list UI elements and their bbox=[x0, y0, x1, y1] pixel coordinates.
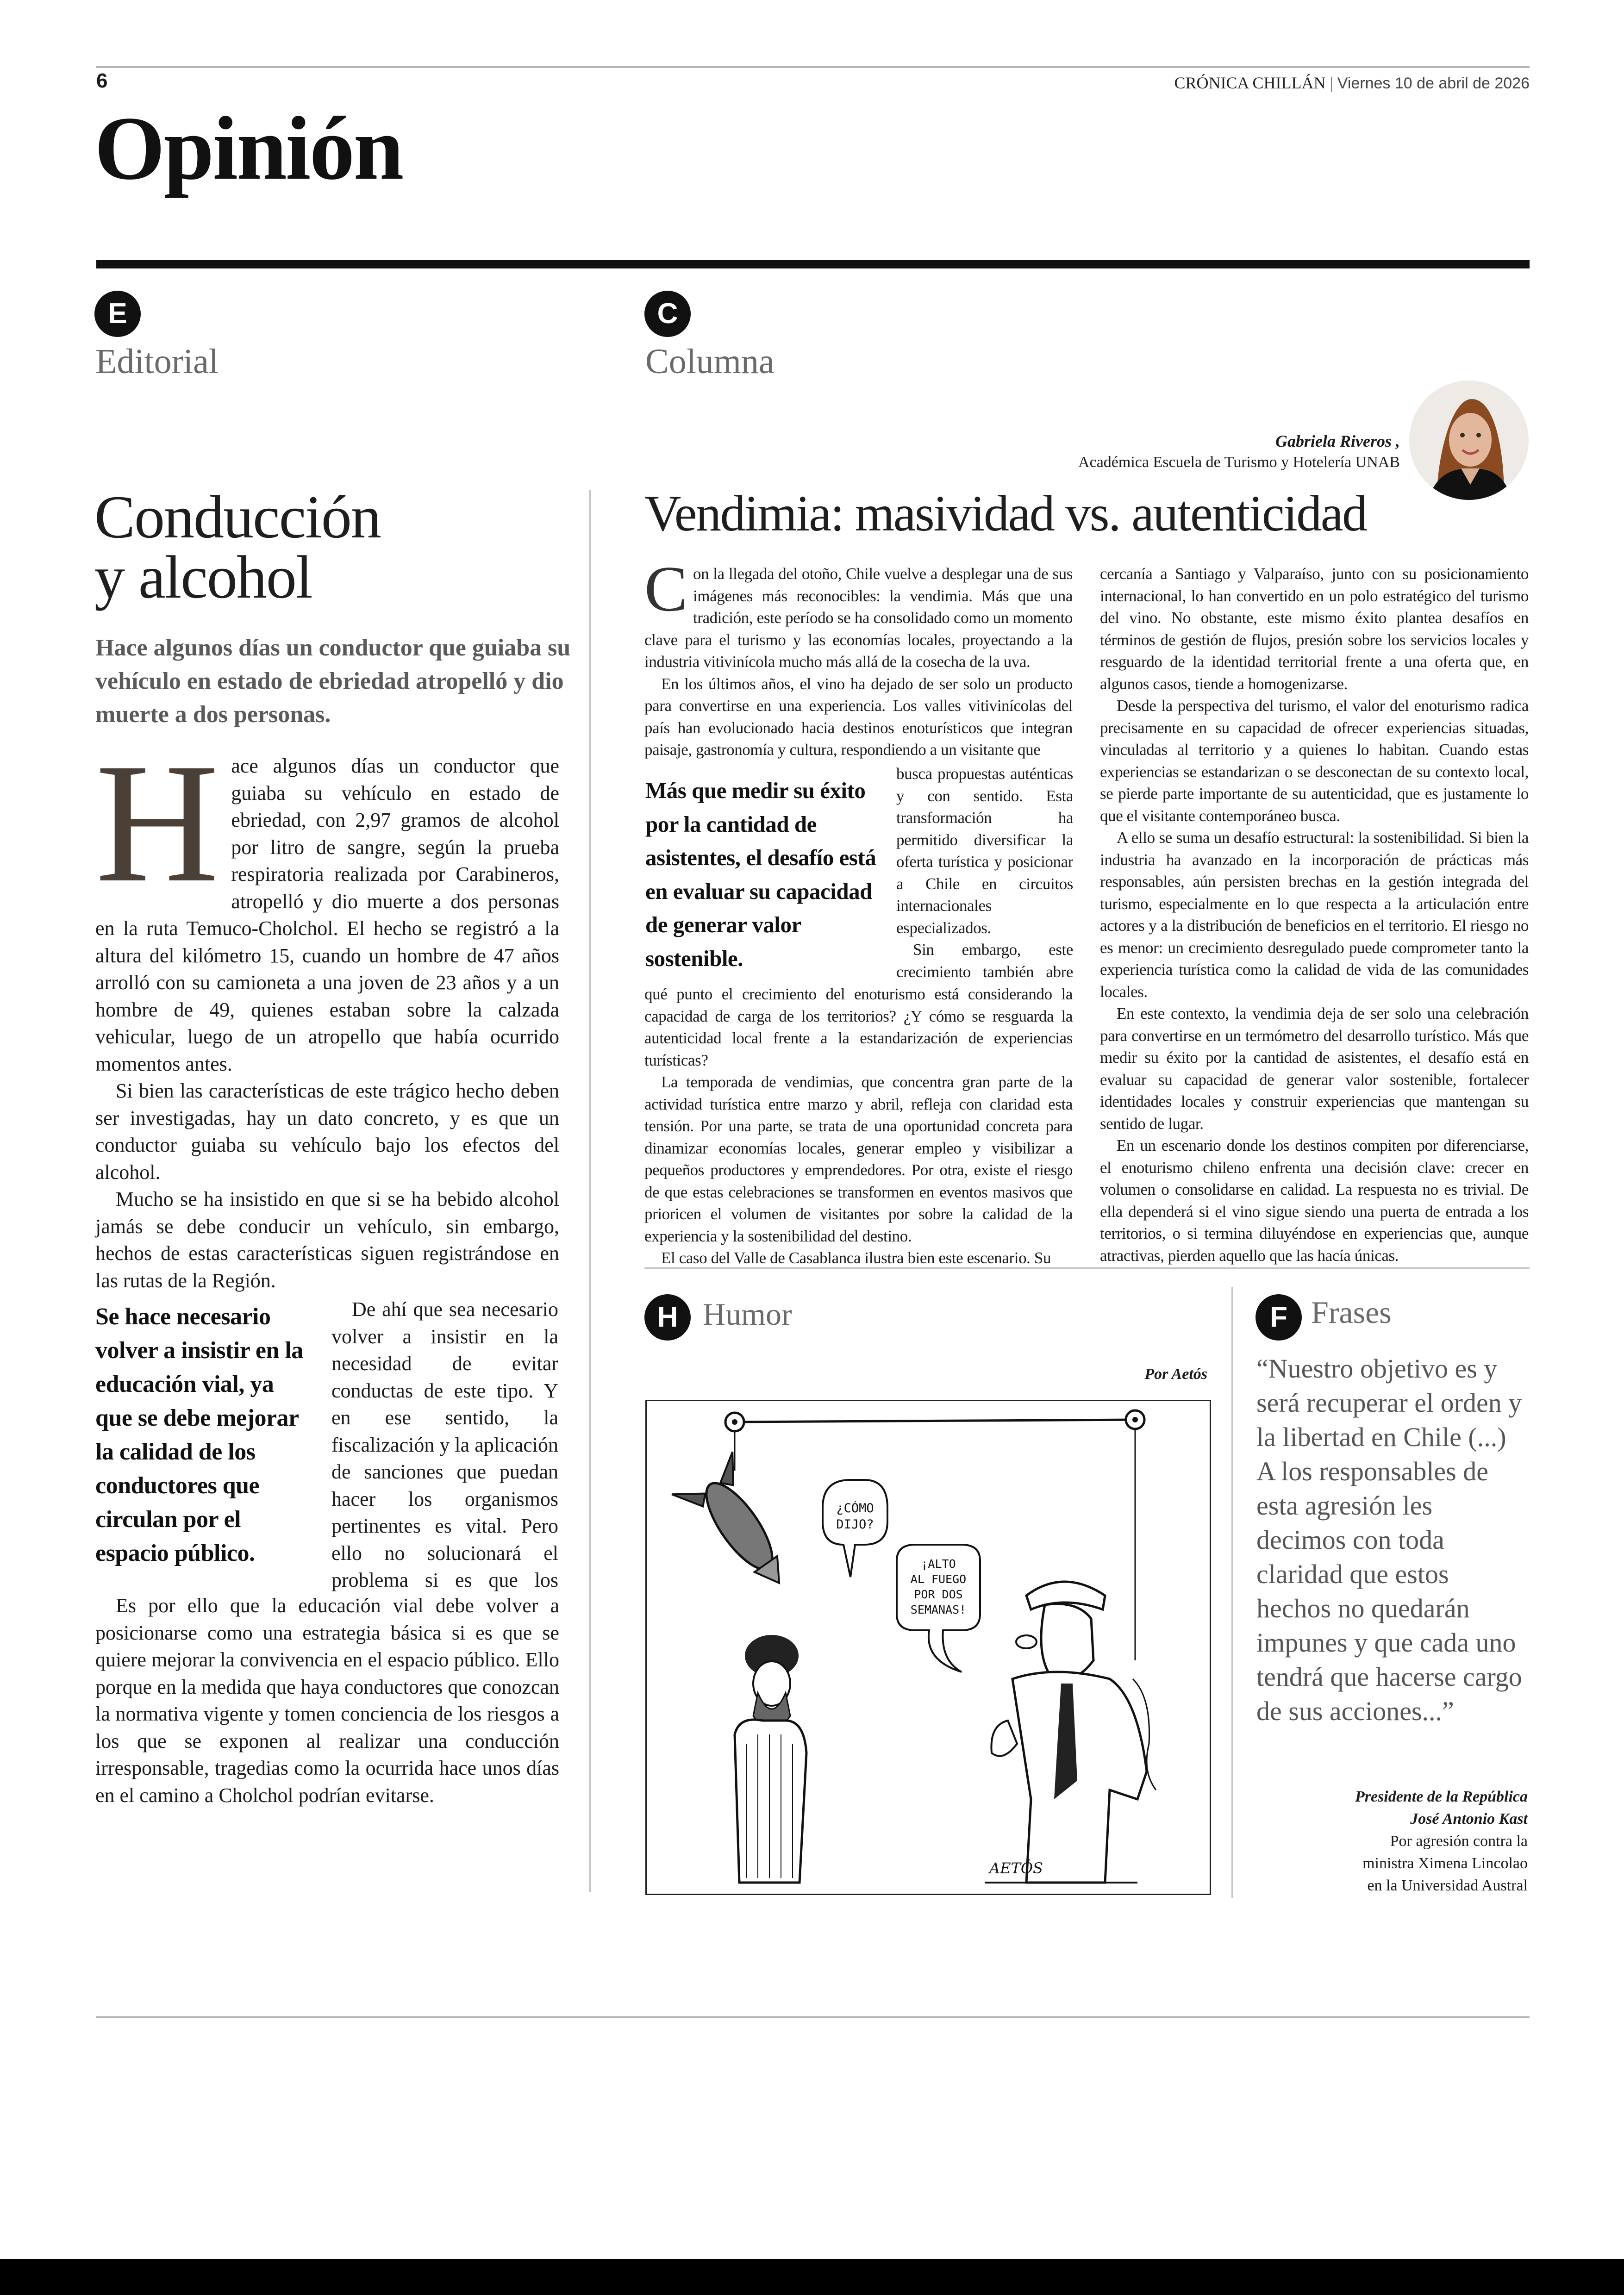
author-name: Gabriela Riveros , bbox=[1275, 432, 1400, 450]
publication-name: CRÓNICA CHILLÁN bbox=[1174, 74, 1326, 92]
editorial-body-top bbox=[95, 728, 559, 1294]
editorial-body-bottom bbox=[331, 1296, 558, 1592]
bubble2-text-line3: POR DOS bbox=[914, 1588, 963, 1601]
bubble1-text-line1: ¿CÓMO bbox=[836, 1501, 874, 1515]
editorial-label: Editorial bbox=[95, 342, 219, 381]
viewer-bottom-bar bbox=[0, 2259, 1624, 2295]
attribution-context-2: ministra Ximena Lincolao bbox=[1362, 1855, 1528, 1872]
frases-label: Frases bbox=[1311, 1295, 1392, 1330]
bubble2-text-line1: ¡ALTO bbox=[921, 1557, 956, 1571]
editorial-paragraph: Hace algunos días un conductor que guiaba su vehículo en estado de ebriedad, con 2,97 gramos de alcohol por litro de sangre, según la prueba respiratoria realizada por Carabineros, atropelló y dio muerte a dos personas en la ruta Temuco-Cholchol. El hecho se registró a la altura del kilómetro 15, cuando un hombre de 47 años arrolló con su camioneta a una joven de 23 años y a un hombre de 49, quienes estaban sobre la calzada vehicular, luego de un atropello que había ocurrido momentos antes. bbox=[95, 728, 559, 1075]
masthead-meta bbox=[1174, 73, 1530, 93]
column-pull-quote: Más que medir su éxito por la cantidad de asistentes, el desafío está en evaluar su capacidad de generar valor sostenible. bbox=[645, 778, 876, 971]
cartoon-signature: AETÓS bbox=[989, 1859, 1043, 1877]
column-paragraph: busca propuestas auténticas y con sentido. Esta transformación ha permitido diversificar la oferta turística y posicionar a Chile en circuitos internacionales especializados. bbox=[896, 765, 1073, 937]
column-paragraph: La temporada de vendimias, que concentra gran parte de la actividad turística entre marzo y abril, refleja con claridad esta tensión. Por una parte, se trata de una oportunidad concreta para dinamizar economías locales, generar empleo y visibilizar a pequeños productores y emprendedores. Por otra, existe el riesgo de que estas celebraciones se transformen en eventos masivos que prioricen el volumen de visitantes por sobre la calidad de la experiencia y la sostenibilidad del destino. bbox=[644, 1073, 1073, 1245]
header-top-rule bbox=[96, 66, 1530, 68]
column-paragraph: En un escenario donde los destinos compiten por diferenciarse, el enoturismo chileno enfrenta una decisión clave: crecer en volumen o consolidarse en calidad. La respuesta no es trivial. De ella dependerá si el vino sigue siendo una puerta de entrada a los territorios, o si termina diluyéndose en experiencias que, aunque atractivas, pierden aquello que las hacía únicas. bbox=[1100, 1136, 1529, 1265]
frases-badge-icon: F bbox=[1255, 1294, 1302, 1341]
section-heavy-rule bbox=[96, 260, 1530, 268]
author-photo bbox=[1409, 380, 1529, 500]
humor-label: Humor bbox=[703, 1297, 792, 1332]
editorial-badge-icon: E bbox=[94, 291, 141, 337]
author-portrait-icon bbox=[1409, 380, 1529, 500]
column-body-lower bbox=[644, 983, 1073, 1269]
editorial-paragraph: Mucho se ha insistido en que si se ha bebido alcohol jamás se debe conducir un vehículo, sin embargo, hechos de estas características siguen registrándose en las rutas de la Región. bbox=[95, 1188, 559, 1292]
editorial-paragraph: Es por ello que la educación vial debe volver a posicionarse como una estrategia básica si es que se quiere mejorar la convivencia en el espacio público. Ello porque en la medida que haya conductores que conozcan la normativa vigente y tomen conciencia de los riesgos a los que se exponen al realizar una conducción irresponsable, tragedias como la ocurrida hace unos días en el camino a Cholchol podrían evitarse. bbox=[95, 1594, 559, 1807]
column-body-right bbox=[1100, 563, 1529, 1266]
editorial-title-line2: y alcohol bbox=[94, 543, 312, 611]
editorial-body-end bbox=[95, 1592, 559, 1898]
editorial-title-line1: Conducción bbox=[94, 483, 381, 551]
footer-rule bbox=[96, 2016, 1530, 2018]
column-paragraph: El caso del Valle de Casablanca ilustra bien este escenario. Su bbox=[661, 1249, 1051, 1267]
column-body-side bbox=[896, 763, 1073, 983]
column-paragraph: qué punto el crecimiento del enoturismo está considerando la capacidad de carga de los territorios? ¿Y cómo se resguarda la autenticidad local frente a la estandarización de experiencias turísticas? bbox=[644, 985, 1073, 1069]
frases-quote: “Nuestro objetivo es y será recuperar el orden y la libertad en Chile (...) A los responsables de esta agresión les decimos con toda claridad que estos hechos no quedarán impunes y que cada uno tendrá que hacerse cargo de sus acciones...” bbox=[1256, 1353, 1522, 1726]
column-paragraph: cercanía a Santiago y Valparaíso, junto con su posicionamiento internacional, lo han convertido en un polo estratégico del turismo del vino. No obstante, este mismo éxito plantea desafíos en términos de gestión de flujos, presión sobre los servicios locales y resguardo de la identidad territorial frente a una oferta que, en algunos casos, tiende a homogenizarse. bbox=[1100, 565, 1529, 693]
column-drop-cap: C bbox=[644, 553, 687, 625]
section-title: Opinión bbox=[94, 98, 403, 199]
column-title: Vendimia: masividad vs. autenticidad bbox=[644, 485, 1367, 542]
bubble1-text-line2: DIJO? bbox=[836, 1517, 874, 1532]
editorial-pull-quote: Se hace necesario volver a insistir en la educación vial, ya que se debe mejorar la calidad de los conductores que circulan por el espacio público. bbox=[95, 1303, 303, 1566]
page-number: 6 bbox=[96, 69, 108, 92]
attribution-context-3: en la Universidad Austral bbox=[1367, 1877, 1528, 1894]
editorial-paragraph: Si bien las características de este trágico hecho deben ser investigadas, hay un dato concreto, y es que un conductor guiaba su vehículo bajo los efectos del alcohol. bbox=[95, 1079, 559, 1184]
column-paragraph: A ello se suma un desafío estructural: la sostenibilidad. Si bien la industria ha avanzado en la incorporación de prácticas más responsables, aún persisten brechas en la gestión integrada del turismo, especialmente en lo que respecta a la articulación entre actores y a la distribución de beneficios en el territorio. El riesgo no es menor: un crecimiento desregulado puede comprometer tanto la experiencia turística como la calidad de vida de las comunidades locales. bbox=[1100, 829, 1529, 1001]
publication-date: Viernes 10 de abril de 2026 bbox=[1337, 75, 1530, 92]
column-paragraph: Desde la perspectiva del turismo, el valor del enoturismo radica precisamente en su capacidad de ofrecer experiencias situadas, vinculadas al territorio y a quienes lo habitan. Cuando estas experiencias se estandarizan o se desconectan de su contexto local, se pierde parte importante de su autenticidad, que es justamente lo que el visitante contemporáneo busca. bbox=[1100, 697, 1529, 825]
column-paragraph: Sin embargo, este crecimiento también abre bbox=[896, 941, 1073, 981]
humor-byline: Por Aetós bbox=[1144, 1366, 1207, 1383]
author-byline bbox=[1078, 430, 1400, 473]
author-role: Académica Escuela de Turismo y Hotelería UNAB bbox=[1078, 454, 1400, 471]
cartoon-drawing bbox=[647, 1401, 1210, 1894]
attribution-role: Presidente de la República bbox=[1355, 1788, 1528, 1805]
editorial-drop-cap: H bbox=[95, 728, 219, 918]
editorial-paragraph: De ahí que sea necesario volver a insistir en la necesidad de evitar conductas de este tipo. Y en ese sentido, la fiscalización y la aplicación de sanciones que puedan hacer los organismos pertinentes es vital. Pero ello no solucionará el problema si es que los bbox=[331, 1298, 558, 1591]
editorial-title bbox=[94, 483, 381, 611]
editorial-deck: Hace algunos días un conductor que guiaba su vehículo en estado de ebriedad atropelló y dio muerte a dos personas. bbox=[95, 635, 571, 728]
humor-badge-icon: H bbox=[644, 1294, 691, 1341]
bubble2-text-line2: AL FUEGO bbox=[910, 1572, 967, 1586]
attribution-context-1: Por agresión contra la bbox=[1390, 1833, 1528, 1850]
column-bottom-rule bbox=[644, 1267, 1530, 1269]
column-label: Columna bbox=[645, 342, 775, 381]
masthead-separator: | bbox=[1330, 74, 1333, 92]
bubble2-text-line4: SEMANAS! bbox=[910, 1603, 967, 1616]
frases-attribution bbox=[1355, 1786, 1528, 1897]
humor-cartoon bbox=[645, 1400, 1211, 1895]
column-body-left bbox=[644, 553, 1073, 761]
attribution-name: José Antonio Kast bbox=[1410, 1810, 1528, 1827]
column-divider bbox=[589, 490, 591, 1892]
column-badge-icon: C bbox=[644, 291, 691, 337]
column-paragraph: En los últimos años, el vino ha dejado de ser solo un producto para convertirse en una experiencia. Los valles vitivinícolas del país han evolucionado hacia destinos enoturísticos que integran paisaje, gastronomía y cultura, respondiendo a un visitante que bbox=[644, 674, 1073, 759]
column-paragraph: Con la llegada del otoño, Chile vuelve a desplegar una de sus imágenes más reconocibles: la vendimia. Más que una tradición, este período se ha consolidado como un momento clave para el turismo y las economías locales, proyectando a la industria vitivinícola mucho más allá de la cosecha de la uva. bbox=[644, 553, 1073, 671]
humor-divider bbox=[1231, 1287, 1233, 1898]
column-paragraph: En este contexto, la vendimia deja de ser solo una celebración para convertirse en un termómetro del desarrollo turístico. Más que medir su éxito por la cantidad de asistentes, el desafío está en evaluar su capacidad de generar valor sostenible, fortalecer identidades locales y construir experiencias que mantengan su sentido de lugar. bbox=[1100, 1004, 1529, 1133]
